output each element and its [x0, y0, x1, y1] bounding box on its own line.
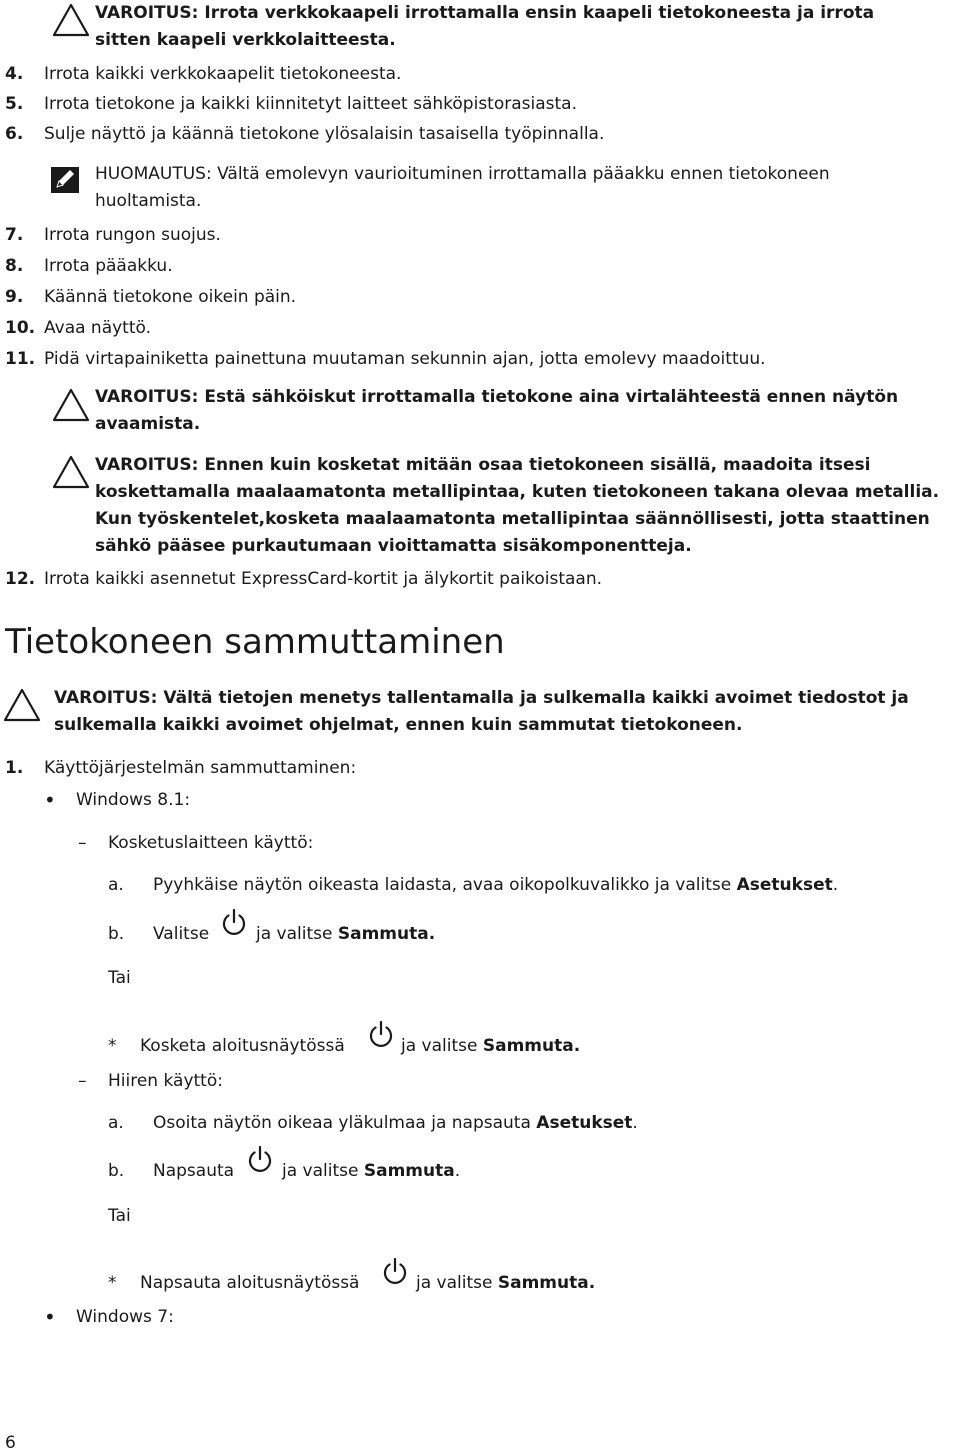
- step-number: 9.: [5, 287, 24, 307]
- step-text: [401, 1033, 580, 1059]
- page-number: 6: [5, 1433, 16, 1453]
- step-number: 12.: [5, 569, 36, 589]
- shutdown-term: Sammuta: [363, 1161, 455, 1181]
- asterisk: *: [108, 1273, 117, 1293]
- step-text-end: .: [832, 875, 839, 895]
- step-text: Irrota rungon suojus.: [44, 225, 221, 245]
- sub-heading: Kosketuslaitteen käyttö:: [108, 833, 314, 853]
- note-label: HUOMAUTUS:: [95, 164, 212, 184]
- step-number: 4.: [5, 64, 24, 84]
- power-icon: [220, 908, 248, 943]
- step-number: 1.: [5, 758, 24, 778]
- step-text-post: ja valitse: [401, 1036, 478, 1056]
- step-number: 5.: [5, 94, 24, 114]
- warning-note: [95, 452, 957, 560]
- step-text: Irrota pääakku.: [44, 256, 173, 276]
- step-text-end: .: [454, 1161, 461, 1181]
- pencil-note-icon: [50, 166, 80, 199]
- power-icon: [246, 1145, 274, 1180]
- list-item: [5, 121, 23, 147]
- or-text: Tai: [108, 968, 131, 988]
- step-text-post: ja valitse: [416, 1273, 493, 1293]
- warning-triangle-icon: [52, 388, 90, 427]
- step-text-main: Osoita näytön oikeaa yläkulmaa ja napsauta: [153, 1113, 531, 1133]
- step-text-post: ja valitse: [256, 924, 333, 944]
- list-item: [5, 61, 23, 87]
- warning-label: VAROITUS:: [54, 688, 158, 708]
- step-text: Sulje näyttö ja käännä tietokone ylösalaisin tasaisella työpinnalla.: [44, 124, 605, 144]
- step-text: Käyttöjärjestelmän sammuttaminen:: [44, 758, 357, 778]
- step-text-post: ja valitse: [282, 1161, 359, 1181]
- dash: –: [78, 833, 87, 853]
- warning-note: [95, 0, 935, 54]
- power-icon: [367, 1020, 395, 1055]
- step-text: [153, 872, 838, 898]
- step-letter: b.: [108, 1161, 125, 1181]
- step-text-end: .: [632, 1113, 638, 1133]
- os-label: Windows 8.1:: [76, 790, 191, 810]
- step-letter: a.: [108, 875, 124, 895]
- or-text: Tai: [108, 1206, 131, 1226]
- step-number: 6.: [5, 124, 24, 144]
- warning-note: [95, 384, 915, 438]
- step-text: Pidä virtapainiketta painettuna muutaman sekunnin ajan, jotta emolevy maadoittuu.: [44, 349, 766, 369]
- step-text: [153, 1110, 638, 1136]
- shutdown-term: Sammuta.: [337, 924, 436, 944]
- step-text: Irrota kaikki asennetut ExpressCard-kortit ja älykortit paikoistaan.: [44, 569, 602, 589]
- step-number: 11.: [5, 349, 36, 369]
- note-text: Vältä emolevyn vaurioituminen irrottamalla pääakku ennen tietokoneen huoltamista.: [95, 164, 830, 211]
- step-text: Irrota tietokone ja kaikki kiinnitetyt laitteet sähköpistorasiasta.: [44, 94, 577, 114]
- sub-heading: Hiiren käyttö:: [108, 1071, 223, 1091]
- step-number: 7.: [5, 225, 24, 245]
- settings-term: Asetukset: [536, 1113, 633, 1133]
- section-title: Tietokoneen sammuttaminen: [5, 622, 505, 662]
- step-number: 10.: [5, 318, 36, 338]
- bullet: •: [44, 1305, 56, 1329]
- list-item: [5, 91, 23, 117]
- settings-term: Asetukset: [736, 875, 833, 895]
- step-letter: b.: [108, 924, 125, 944]
- step-text: Valitse: [153, 924, 210, 944]
- shutdown-term: Sammuta.: [497, 1273, 596, 1293]
- os-label: Windows 7:: [76, 1307, 174, 1327]
- warning-triangle-icon: [52, 455, 90, 494]
- step-number: 8.: [5, 256, 24, 276]
- step-text: [282, 1158, 460, 1184]
- warning-text: Estä sähköiskut irrottamalla tietokone aina virtalähteestä ennen näytön avaamista.: [95, 387, 899, 434]
- warning-text: Ennen kuin kosketat mitään osaa tietokoneen sisällä, maadoita itsesi koskettamalla maalaamatonta metallipintaa, kuten tietokoneen takana olevaa metallia. Kun työskentelet,kosketa maalaamatonta metallipintaa säännöllisesti, jotta staattinen sähkö pääsee purkautumaan vioittamatta sisäkomponentteja.: [95, 455, 940, 556]
- asterisk: *: [108, 1036, 117, 1056]
- step-text: Kosketa aloitusnäytössä: [140, 1036, 345, 1056]
- warning-text: Vältä tietojen menetys tallentamalla ja sulkemalla kaikki avoimet tiedostot ja sulkemalla kaikki avoimet ohjelmat, ennen kuin sammutat tietokoneen.: [54, 688, 909, 735]
- warning-note: [54, 685, 934, 739]
- step-text: Käännä tietokone oikein päin.: [44, 287, 297, 307]
- step-text: Avaa näyttö.: [44, 318, 152, 338]
- bullet: •: [44, 788, 56, 812]
- step-text: [416, 1270, 595, 1296]
- warning-triangle-icon: [3, 688, 41, 727]
- step-letter: a.: [108, 1113, 124, 1133]
- power-icon: [381, 1257, 409, 1292]
- warning-label: VAROITUS:: [95, 387, 199, 407]
- info-note: [95, 161, 925, 215]
- step-text: Napsauta aloitusnäytössä: [140, 1273, 360, 1293]
- step-text: Irrota kaikki verkkokaapelit tietokoneesta.: [44, 64, 402, 84]
- shutdown-term: Sammuta.: [482, 1036, 581, 1056]
- warning-text: Irrota verkkokaapeli irrottamalla ensin kaapeli tietokoneesta ja irrota sitten kaapeli verkkolaitteesta.: [95, 3, 875, 50]
- step-text: Napsauta: [153, 1161, 235, 1181]
- step-text-main: Pyyhkäise näytön oikeasta laidasta, avaa oikopolkuvalikko ja valitse: [153, 875, 732, 895]
- step-text: [256, 921, 435, 947]
- dash: –: [78, 1071, 87, 1091]
- warning-label: VAROITUS:: [95, 455, 199, 475]
- warning-label: VAROITUS:: [95, 3, 199, 23]
- warning-triangle-icon: [52, 3, 90, 42]
